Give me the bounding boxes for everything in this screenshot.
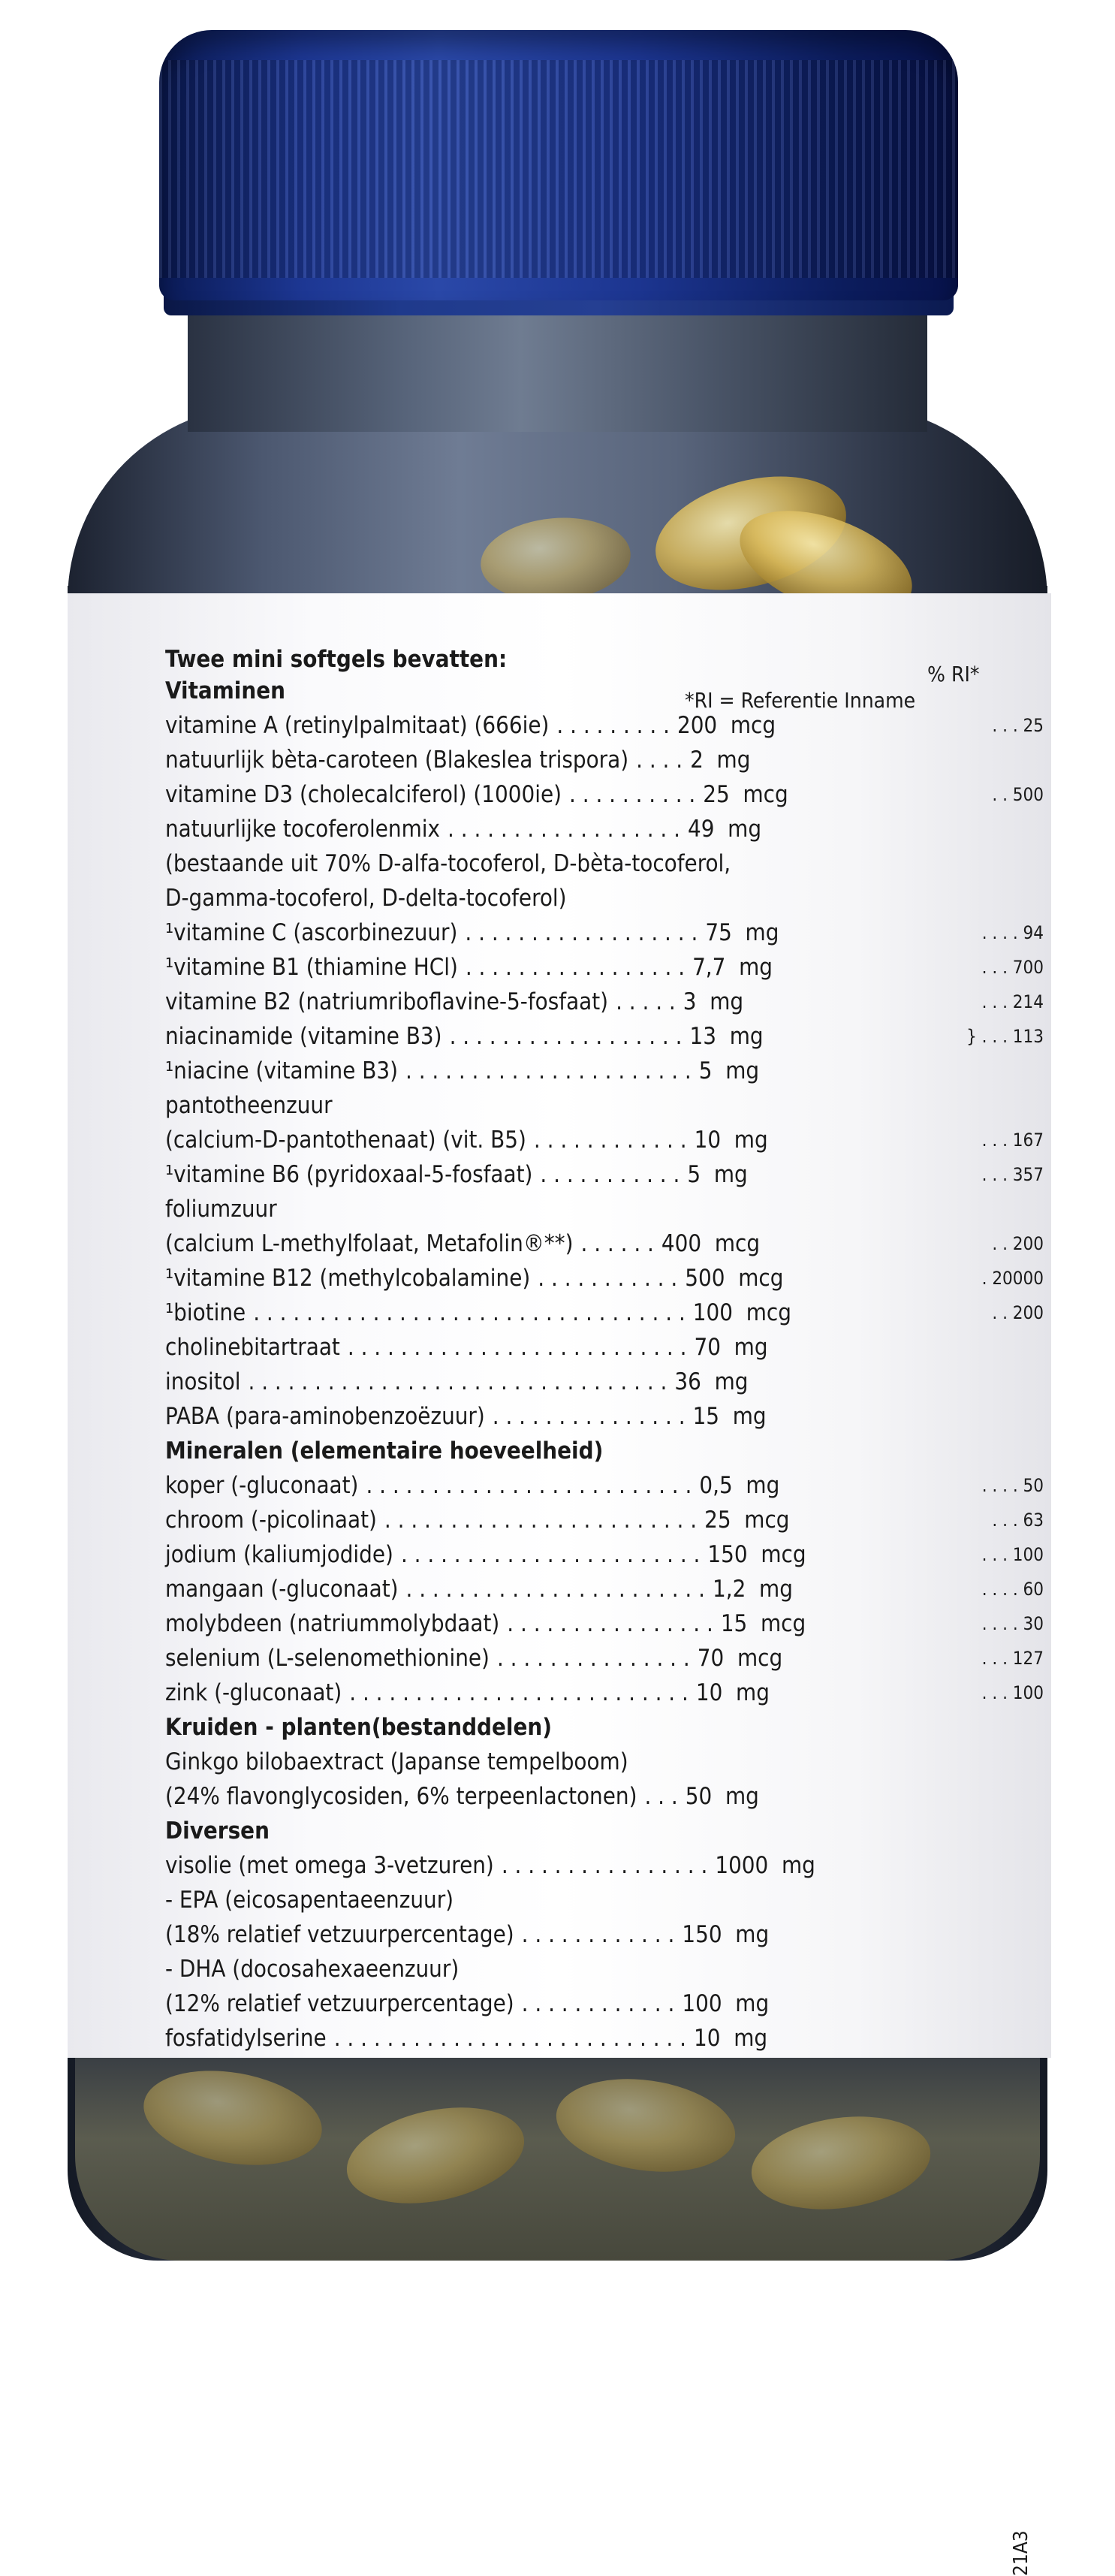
nutrient-name: natuurlijk bèta-caroteen (Blakeslea trispora) xyxy=(165,747,629,774)
version-code: 21A3 xyxy=(1010,2530,1032,2576)
nutrient-name: jodium (kaliumjodide) xyxy=(165,1541,393,1568)
leader-dots: . . . . . . . . . . . . xyxy=(533,1127,687,1154)
nutrient-name: zink (-gluconaat) xyxy=(165,1679,342,1706)
nutrient-row xyxy=(165,2025,767,2052)
leader-dots: . . . . . . . . . . . . . . . . . . . . . . . . . xyxy=(366,1472,692,1499)
leader-dots: . . . . . . . . . . . . . . . . . . . . . . . . . . xyxy=(349,1679,689,1706)
section-title: Kruiden - planten(bestanddelen) xyxy=(165,1714,552,1741)
nutrient-row xyxy=(165,1161,748,1188)
ri-header: % RI* xyxy=(927,662,980,686)
leader-dots: . . . . . . . . . . . . . . . . . . . . . . . xyxy=(400,1541,701,1568)
nutrient-row xyxy=(165,1956,459,1983)
leader-dots: . . . . . . . . . . . xyxy=(540,1161,680,1188)
nutrient-row xyxy=(165,1645,782,1672)
ri-value: . . . 167 xyxy=(981,1130,1044,1151)
nutrient-name: selenium (L-selenomethionine) xyxy=(165,1645,490,1672)
nutrient-row xyxy=(165,747,750,774)
nutrient-amount: 100 mcg xyxy=(692,1299,791,1326)
nutrient-amount: 1,2 mg xyxy=(713,1576,793,1603)
nutrient-amount: 75 mg xyxy=(705,919,779,946)
nutrient-row xyxy=(165,1852,815,1879)
nutrient-row xyxy=(165,1748,628,1775)
leader-dots: . . . . . . . . . . . xyxy=(538,1265,678,1292)
ri-footnote: *RI = Referentie Inname xyxy=(685,688,916,713)
nutrient-amount: 0,5 mg xyxy=(699,1472,780,1499)
nutrient-row xyxy=(165,1403,767,1430)
nutrient-amount: 15 mg xyxy=(692,1403,767,1430)
nutrient-amount: 70 mg xyxy=(694,1334,768,1361)
nutrient-name: visolie (met omega 3-vetzuren) xyxy=(165,1852,494,1879)
nutrient-name: vitamine A (retinylpalmitaat) (666ie) xyxy=(165,712,550,739)
nutrient-amount: 500 mcg xyxy=(685,1265,784,1292)
nutrient-amount: 50 mg xyxy=(685,1783,759,1810)
nutrient-amount: 2 mg xyxy=(690,747,751,774)
nutrient-amount: 5 mg xyxy=(687,1161,748,1188)
leader-dots: . . . . . . . . . xyxy=(556,712,670,739)
leader-dots: . . . . . . . . . . . . . . . . . . . . . . . . . . . xyxy=(333,2025,687,2052)
nutrient-name: - EPA (eicosapentaeenzuur) xyxy=(165,1887,454,1914)
nutrient-amount: 10 mg xyxy=(694,1127,768,1154)
nutrient-name: ¹vitamine B1 (thiamine HCl) xyxy=(165,954,458,981)
nutrient-name: mangaan (-gluconaat) xyxy=(165,1576,399,1603)
leader-dots: . . . . . . . . . . . . . . . . xyxy=(507,1610,713,1637)
nutrient-row xyxy=(165,1127,768,1154)
nutrient-amount: 10 mg xyxy=(695,1679,770,1706)
nutrient-row xyxy=(165,1299,791,1326)
nutrient-row xyxy=(165,712,776,739)
leader-dots: . . . . . . . . . . . . . . . . . . xyxy=(465,919,698,946)
ri-value: . . . . 50 xyxy=(981,1475,1044,1496)
leader-dots: . . . . . . . . . . . . xyxy=(521,1990,675,2017)
nutrient-name: ¹vitamine B12 (methylcobalamine) xyxy=(165,1265,531,1292)
ri-value: . 20000 xyxy=(981,1268,1044,1289)
nutrient-amount: 150 mcg xyxy=(707,1541,806,1568)
ri-value: . . 200 xyxy=(992,1302,1044,1323)
nutrient-amount: 10 mg xyxy=(694,2025,768,2052)
nutrient-amount: 49 mg xyxy=(687,816,762,843)
nutrient-name: koper (-gluconaat) xyxy=(165,1472,359,1499)
ri-value: . . . 357 xyxy=(981,1164,1044,1185)
ri-value: . . . 100 xyxy=(981,1682,1044,1703)
bottle-cap xyxy=(159,30,958,300)
nutrient-name: ¹vitamine B6 (pyridoxaal-5-fosfaat) xyxy=(165,1161,533,1188)
nutrient-amount: 7,7 mg xyxy=(692,954,773,981)
nutrient-name: fosfatidylserine xyxy=(165,2025,327,2052)
leader-dots: . . . . xyxy=(636,747,683,774)
nutrient-row xyxy=(165,988,743,1015)
leader-dots: . . . . . . . . . . . . xyxy=(521,1921,675,1948)
softgel-capsule xyxy=(338,2092,533,2218)
nutrient-row xyxy=(165,1368,748,1395)
nutrient-amount: 3 mg xyxy=(683,988,744,1015)
bottle-neck xyxy=(188,312,927,432)
nutrient-name: - DHA (docosahexaeenzuur) xyxy=(165,1956,460,1983)
nutrient-amount: 200 mcg xyxy=(677,712,776,739)
nutrient-amount: 1000 mg xyxy=(715,1852,815,1879)
nutrient-amount: 100 mg xyxy=(682,1990,770,2017)
nutrient-amount: 25 mcg xyxy=(704,1507,790,1534)
nutrient-name: molybdeen (natriummolybdaat) xyxy=(165,1610,500,1637)
nutrient-row xyxy=(165,1541,806,1568)
nutrient-amount: 400 mcg xyxy=(661,1230,761,1257)
nutrient-name: (18% relatief vetzuurpercentage) xyxy=(165,1921,514,1948)
ri-value: . . 200 xyxy=(992,1233,1044,1254)
nutrient-row xyxy=(165,1887,454,1914)
ri-value: . . . 25 xyxy=(992,715,1044,736)
nutrient-name: chroom (-picolinaat) xyxy=(165,1507,377,1534)
nutrient-name: vitamine B2 (natriumriboflavine-5-fosfaat) xyxy=(165,988,609,1015)
nutrient-row xyxy=(165,1230,760,1257)
leader-dots: . . . . . xyxy=(616,988,676,1015)
section-title: Mineralen (elementaire hoeveelheid) xyxy=(165,1437,604,1464)
nutrient-name: ¹niacine (vitamine B3) xyxy=(165,1057,398,1084)
nutrient-amount: 25 mcg xyxy=(703,781,788,808)
label-heading: Twee mini softgels bevatten: xyxy=(165,646,508,673)
section-title: Vitaminen xyxy=(165,677,285,704)
softgel-capsule xyxy=(746,2106,936,2220)
nutrient-row xyxy=(165,1092,333,1119)
bottle-bottom-glass xyxy=(75,2058,1040,2261)
leader-dots: . . . . . . . . . . . . . . . . . . . . . . xyxy=(405,1057,692,1084)
leader-dots: . . . . . . . . . . . . . . . . . . . . . . . . . . . . . . . . xyxy=(248,1368,667,1395)
ri-value: . . . . 94 xyxy=(981,922,1044,943)
nutrient-name: PABA (para-aminobenzoëzuur) xyxy=(165,1403,485,1430)
nutrient-row xyxy=(165,1576,793,1603)
nutrient-row xyxy=(165,1610,806,1637)
ri-value: . . . 63 xyxy=(992,1510,1044,1531)
nutrient-amount: 5 mg xyxy=(698,1057,760,1084)
leader-dots: . . . . . . . . . . . . . . . . . . . . . . . . . . . . . . . . . xyxy=(253,1299,686,1326)
nutrient-row xyxy=(165,919,779,946)
ri-value: . . . . 60 xyxy=(981,1579,1044,1600)
leader-dots: . . . . . . . . . . . . . . . . xyxy=(501,1852,708,1879)
nutrient-name: niacinamide (vitamine B3) xyxy=(165,1023,442,1050)
nutrient-amount: 36 mg xyxy=(674,1368,749,1395)
nutrient-amount: 13 mg xyxy=(689,1023,764,1050)
ri-value: . . . 214 xyxy=(981,991,1044,1012)
ri-value: . . . . 30 xyxy=(981,1613,1044,1634)
nutrient-row xyxy=(165,1921,769,1948)
softgel-capsule xyxy=(136,2058,329,2178)
section-title: Diversen xyxy=(165,1817,270,1845)
product-label xyxy=(68,593,1051,2576)
leader-dots: . . . . . . . . . . . . . . . . . . . . . . . . xyxy=(384,1507,698,1534)
leader-dots: . . . . . . . . . . . . . . . . . . xyxy=(448,816,680,843)
nutrient-row xyxy=(165,1472,779,1499)
nutrient-name: (bestaande uit 70% D-alfa-tocoferol, D-bèta-tocoferol, xyxy=(165,850,731,877)
leader-dots: . . . . . . xyxy=(580,1230,654,1257)
nutrient-name: vitamine D3 (cholecalciferol) (1000ie) xyxy=(165,781,562,808)
nutrient-row xyxy=(165,954,773,981)
leader-dots: . . . . . . . . . . . . . . . xyxy=(492,1403,686,1430)
nutrient-name: Ginkgo bilobaextract (Japanse tempelboom) xyxy=(165,1748,628,1775)
nutrient-name: D-gamma-tocoferol, D-delta-tocoferol) xyxy=(165,885,567,912)
nutrient-row xyxy=(165,850,731,877)
nutrient-name: pantotheenzuur xyxy=(165,1092,333,1119)
nutrient-row xyxy=(165,1265,783,1292)
leader-dots: . . . . . . . . . . . . . . . xyxy=(496,1645,690,1672)
ri-value: } . . . 113 xyxy=(966,1026,1044,1047)
nutrient-name: (24% flavonglycosiden, 6% terpeenlactonen) xyxy=(165,1783,637,1810)
nutrient-amount: 15 mcg xyxy=(720,1610,806,1637)
nutrient-name: foliumzuur xyxy=(165,1196,277,1223)
leader-dots: . . . . . . . . . . . . . . . . . . . . . . . xyxy=(405,1576,705,1603)
ri-value: . . . 127 xyxy=(981,1648,1044,1669)
ri-value: . . . 700 xyxy=(981,957,1044,978)
nutrient-row xyxy=(165,1023,764,1050)
nutrient-name: (calcium-D-pantothenaat) (vit. B5) xyxy=(165,1127,526,1154)
leader-dots: . . . . . . . . . . . . . . . . . . xyxy=(449,1023,683,1050)
nutrient-row xyxy=(165,1990,769,2017)
softgel-capsule xyxy=(550,2068,741,2182)
nutrient-row xyxy=(165,885,567,912)
nutrient-name: inositol xyxy=(165,1368,241,1395)
nutrient-row xyxy=(165,1679,770,1706)
nutrient-name: (calcium L-methylfolaat, Metafolin®**) xyxy=(165,1230,574,1257)
nutrient-name: natuurlijke tocoferolenmix xyxy=(165,816,441,843)
nutrient-name: ¹biotine xyxy=(165,1299,246,1326)
leader-dots: . . . . . . . . . . . . . . . . . xyxy=(465,954,686,981)
nutrient-row xyxy=(165,1196,277,1223)
ri-value: . . 500 xyxy=(992,784,1044,805)
nutrient-row xyxy=(165,1507,790,1534)
nutrient-row xyxy=(165,1334,768,1361)
nutrient-amount: 150 mg xyxy=(682,1921,770,1948)
nutrient-row xyxy=(165,1057,759,1084)
nutrient-name: (12% relatief vetzuurpercentage) xyxy=(165,1990,514,2017)
nutrient-row xyxy=(165,816,761,843)
leader-dots: . . . . . . . . . . . . . . . . . . . . . . . . . . xyxy=(347,1334,687,1361)
ri-value: . . . 100 xyxy=(981,1544,1044,1565)
nutrient-amount: 70 mcg xyxy=(697,1645,783,1672)
nutrient-row xyxy=(165,781,788,808)
nutrient-name: ¹vitamine C (ascorbinezuur) xyxy=(165,919,458,946)
leader-dots: . . . xyxy=(644,1783,678,1810)
nutrient-row xyxy=(165,1783,759,1810)
leader-dots: . . . . . . . . . . xyxy=(569,781,696,808)
nutrient-name: cholinebitartraat xyxy=(165,1334,340,1361)
